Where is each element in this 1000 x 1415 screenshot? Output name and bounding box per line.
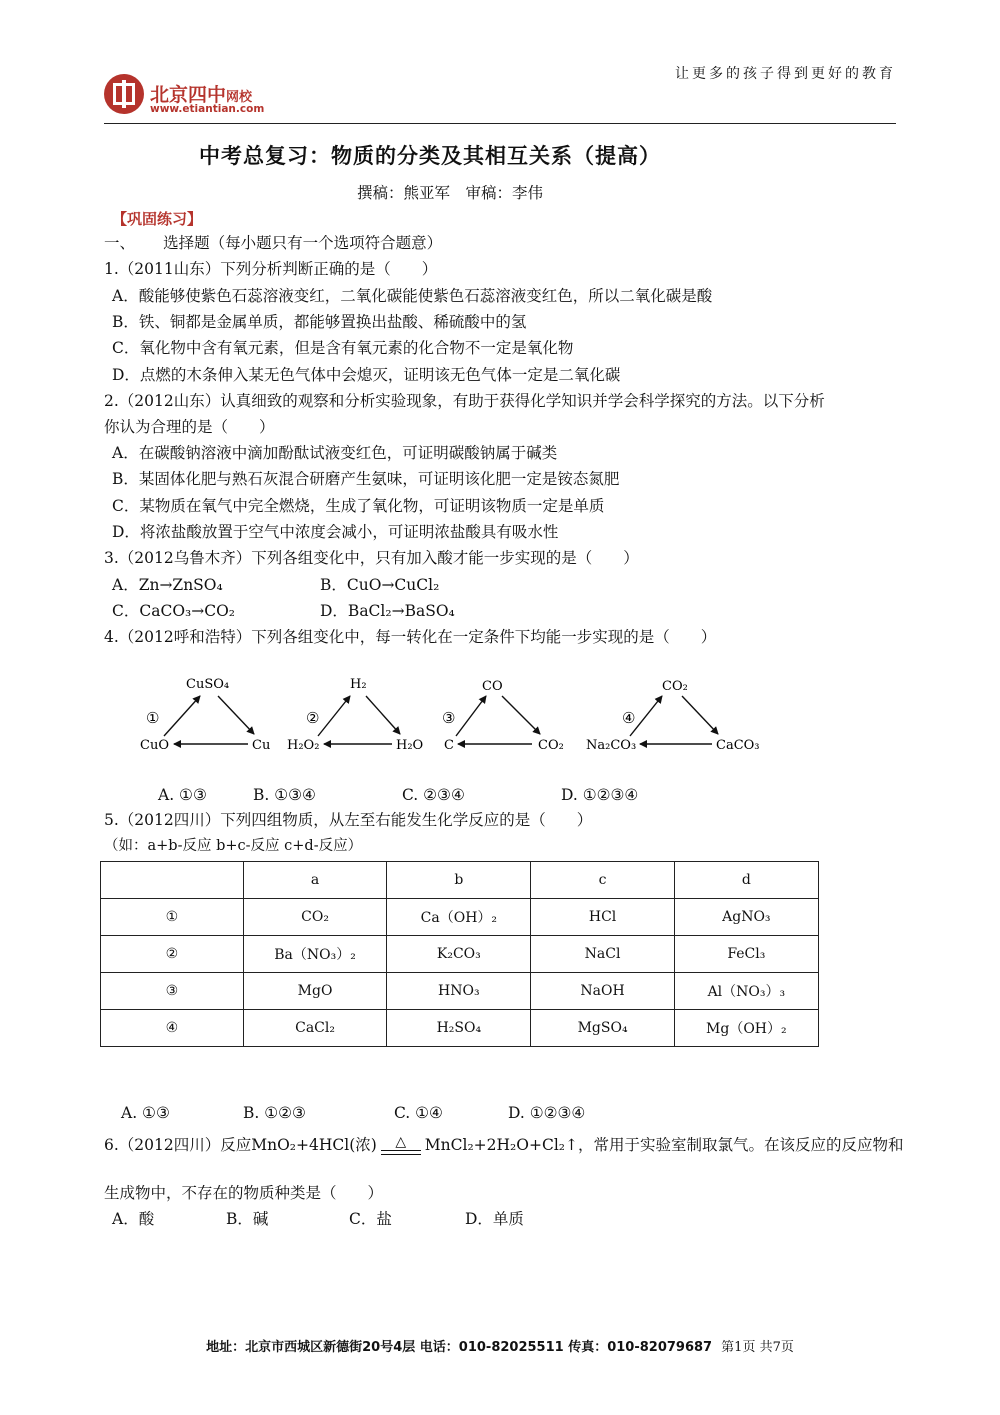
q4-d2-left: H₂O₂ (287, 738, 320, 753)
q2-stem-line2: 你认为合理的是（ ） (104, 418, 275, 436)
table-header-cell (101, 862, 244, 899)
table-header-cell: d (674, 862, 818, 899)
q1-option-d: D．点燃的木条伸入某无色气体中会熄灭，证明该无色气体一定是二氧化碳 (112, 366, 621, 384)
q1-option-c: C．氧化物中含有氧元素，但是含有氧元素的化合物不一定是氧化物 (112, 339, 574, 357)
q5-option-a: A. ①③ (121, 1104, 170, 1122)
q4-diagram-2 (287, 677, 423, 753)
q4-stem: 4.（2012呼和浩特）下列各组变化中，每一转化在一定条件下均能一步实现的是（ ） (104, 628, 717, 646)
table-cell: K₂CO₃ (387, 936, 531, 973)
q4-diagram-3 (442, 679, 564, 753)
table-header-cell: c (531, 862, 674, 899)
reaction-condition (377, 1136, 425, 1156)
q6-option-c: C．盐 (349, 1210, 392, 1228)
page-number: 第1页 共7页 (721, 1340, 794, 1355)
q1-option-a: A．酸能够使紫色石蕊溶液变红，二氧化碳能使紫色石蕊溶液变红色，所以二氧化碳是酸 (112, 287, 713, 305)
heat-symbol: △ (395, 1134, 407, 1150)
table-header-row (101, 862, 819, 899)
q6-stem-line2: 生成物中，不存在的物质种类是（ ） (104, 1184, 384, 1202)
table-row (101, 899, 819, 936)
q4-d4-num: ④ (622, 709, 636, 727)
brand-name: 北京四中网校 (150, 84, 253, 106)
q5-note: （如：a+b-反应 b+c-反应 c+d-反应） (104, 838, 363, 854)
q6-option-b: B．碱 (226, 1210, 269, 1228)
table-header-cell: a (243, 862, 386, 899)
q2-option-b: B．某固体化肥与熟石灰混合研磨产生氨味，可证明该化肥一定是铵态氮肥 (112, 470, 620, 488)
table-cell: CO₂ (243, 899, 386, 936)
q4-d2-arrow-up (318, 696, 350, 736)
table-cell: ④ (101, 1010, 244, 1047)
q4-option-a: A. ①③ (158, 786, 207, 804)
brand-suffix: 网校 (226, 90, 253, 105)
q1-option-b: B．铁、铜都是金属单质，都能够置换出盐酸、稀硫酸中的氢 (112, 313, 527, 331)
q4-option-d: D. ①②③④ (561, 786, 639, 804)
q4-option-b: B. ①③④ (253, 786, 316, 804)
page-title: 中考总复习：物质的分类及其相互关系（提高） (199, 144, 661, 168)
q4-d2-top: H₂ (350, 677, 367, 692)
q2-option-d: D．将浓盐酸放置于空气中浓度会减小，可证明浓盐酸具有吸水性 (112, 523, 559, 541)
table-cell: CaCl₂ (243, 1010, 386, 1047)
q3-option-d: D．BaCl₂→BaSO₄ (320, 602, 455, 620)
table-cell: Ca（OH）₂ (387, 899, 531, 936)
table-cell: Al（NO₃）₃ (674, 973, 818, 1010)
q5-option-d: D. ①②③④ (508, 1104, 586, 1122)
q3-option-b: B．CuO→CuCl₂ (320, 576, 440, 594)
header-divider (104, 123, 896, 124)
table-cell: MgO (243, 973, 386, 1010)
q6-stem-post: MnCl₂+2H₂O+Cl₂↑，常用于实验室制取氯气。在该反应的反应物和 (424, 1136, 904, 1154)
table-cell: FeCl₃ (674, 936, 818, 973)
q6-option-a: A．酸 (112, 1210, 155, 1228)
table-cell: ③ (101, 973, 244, 1010)
q4-d3-left: C (444, 738, 454, 753)
q4-d3-num: ③ (442, 709, 456, 727)
table-row (101, 1010, 819, 1047)
q1-stem: 1.（2011山东）下列分析判断正确的是（ ） (104, 260, 438, 278)
q4-d1-right: Cu (252, 738, 271, 753)
table-cell: HNO₃ (387, 973, 531, 1010)
q2-option-a: A．在碳酸钠溶液中滴加酚酞试液变红色，可证明碳酸钠属于碱类 (112, 444, 558, 462)
q4-d1-arrow-up (164, 696, 200, 736)
q4-d1-left: CuO (140, 738, 169, 753)
q2-stem-line1: 2.（2012山东）认真细致的观察和分析实验现象，有助于获得化学知识并学会科学探究的方法。以下分析 (104, 392, 825, 410)
brand-url: www.etiantian.com (150, 103, 265, 115)
q4-d3-arrow-up (456, 696, 486, 736)
q6-stem-line1 (104, 1135, 903, 1156)
q4-d4-left: Na₂CO₃ (586, 738, 637, 753)
table-row (101, 973, 819, 1010)
slogan: 让更多的孩子得到更好的教育 (675, 66, 896, 82)
q3-option-c: C．CaCO₃→CO₂ (112, 602, 236, 620)
logo-icon (104, 74, 144, 114)
q5-option-b: B. ①②③ (243, 1104, 306, 1122)
q4-d3-top: CO (482, 679, 503, 694)
authors: 撰稿：熊亚军 审稿：李伟 (356, 184, 543, 202)
q6-option-d: D．单质 (465, 1210, 524, 1228)
table-cell: HCl (531, 899, 674, 936)
table-cell: ① (101, 899, 244, 936)
table-cell: Ba（NO₃）₂ (243, 936, 386, 973)
table-cell: H₂SO₄ (387, 1010, 531, 1047)
part-heading: 一、 选择题（每小题只有一个选项符合题意） (104, 234, 443, 252)
q4-d1-arrow-down (218, 696, 254, 734)
q4-diagrams (130, 668, 770, 768)
table-cell: NaCl (531, 936, 674, 973)
q4-d3-right: CO₂ (538, 738, 564, 753)
q4-d4-arrow-down (682, 696, 718, 734)
q4-option-c: C. ②③④ (402, 786, 465, 804)
footer (0, 1336, 1000, 1355)
q4-d4-top: CO₂ (662, 679, 688, 694)
table-cell: Mg（OH）₂ (674, 1010, 818, 1047)
q4-diagram-1 (140, 677, 270, 753)
q3-option-a: A．Zn→ZnSO₄ (112, 576, 223, 594)
table-cell: NaOH (531, 973, 674, 1010)
footer-address: 地址：北京市西城区新德街20号4层 电话：010-82025511 传真：010-82079687 (206, 1340, 713, 1355)
q5-option-c: C. ①④ (394, 1104, 443, 1122)
q4-d1-num: ① (146, 709, 160, 727)
q2-option-c: C．某物质在氧气中完全燃烧，生成了氧化物，可证明该物质一定是单质 (112, 497, 605, 515)
table-cell: ② (101, 936, 244, 973)
table-cell: MgSO₄ (531, 1010, 674, 1047)
table-row (101, 936, 819, 973)
q5-stem: 5.（2012四川）下列四组物质，从左至右能发生化学反应的是（ ） (104, 811, 593, 829)
q4-d3-arrow-down (502, 696, 540, 734)
section-heading: 【巩固练习】 (112, 210, 203, 228)
table-cell: AgNO₃ (674, 899, 818, 936)
q6-stem-pre: 6.（2012四川）反应MnO₂+4HCl(浓) (104, 1136, 377, 1154)
table-header-cell: b (387, 862, 531, 899)
q4-d4-right: CaCO₃ (716, 738, 760, 753)
q4-d2-right: H₂O (396, 738, 424, 753)
q3-stem: 3.（2012乌鲁木齐）下列各组变化中，只有加入酸才能一步实现的是（ ） (104, 549, 639, 567)
q4-d2-arrow-down (366, 696, 400, 734)
q4-d1-top: CuSO₄ (186, 677, 230, 692)
q5-table (100, 861, 819, 1047)
q4-diagram-4 (586, 679, 760, 753)
q4-d2-num: ② (306, 709, 320, 727)
